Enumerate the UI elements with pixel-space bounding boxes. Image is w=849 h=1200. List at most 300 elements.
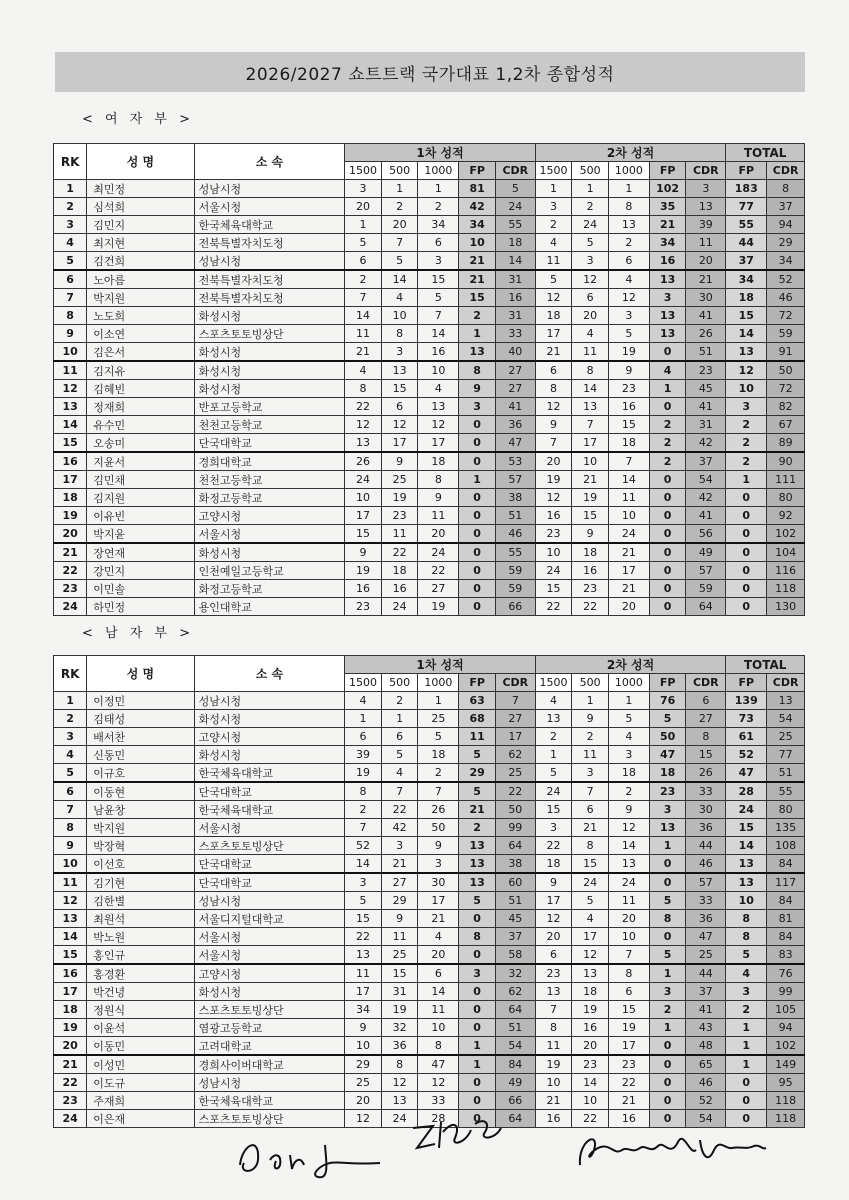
signature-2 [405,1110,515,1155]
name-cell: 정원식 [87,1001,194,1019]
r1-1000-cell: 6 [418,234,459,252]
header-affiliation: 소 속 [194,656,345,692]
affiliation-cell: 화성시청 [194,746,345,764]
r2-cdr-cell: 49 [686,543,726,562]
r1-cdr-cell: 46 [495,525,535,544]
r1-1000-cell: 20 [418,946,459,965]
r1-500-cell: 27 [381,873,418,892]
r1-1000-cell: 47 [418,1055,459,1074]
r1-500-cell: 5 [381,252,418,271]
name-cell: 김지유 [87,361,194,380]
r1-1500-cell: 5 [345,892,382,910]
r1-1500-cell: 10 [345,489,382,507]
r1-fp-cell: 3 [459,398,496,416]
table-row [54,855,805,874]
affiliation-cell: 고양시청 [194,507,345,525]
r2-1500-cell: 20 [535,452,572,471]
name-cell: 이도규 [87,1074,194,1092]
rank-cell: 6 [54,782,87,801]
r1-500-cell: 9 [381,910,418,928]
r1-500-cell: 11 [381,525,418,544]
r2-1000-cell: 7 [608,452,649,471]
r1-fp-cell: 10 [459,234,496,252]
r1-500-cell: 25 [381,471,418,489]
r2-fp-cell: 0 [649,1037,686,1056]
r2-1500-cell: 6 [535,946,572,965]
r1-1000-cell: 18 [418,452,459,471]
r1-1000-cell: 5 [418,728,459,746]
table-row [54,325,805,343]
men-results-table [53,655,805,1128]
r2-1000-cell: 9 [608,361,649,380]
r1-1000-cell: 16 [418,343,459,362]
r2-500-cell: 17 [572,434,609,453]
r2-fp-cell: 0 [649,562,686,580]
rank-cell: 17 [54,983,87,1001]
affiliation-cell: 스포츠토토빙상단 [194,1110,345,1128]
r2-fp-cell: 0 [649,873,686,892]
r1-fp-cell: 13 [459,855,496,874]
r2-1000-cell: 11 [608,489,649,507]
name-cell: 심석희 [87,198,194,216]
total-cdr-cell: 13 [767,692,805,710]
r2-500-cell: 7 [572,416,609,434]
r2-fp-cell: 0 [649,398,686,416]
rank-cell: 10 [54,343,87,362]
r1-fp-cell: 1 [459,471,496,489]
r1-500-cell: 16 [381,580,418,598]
r2-cdr-cell: 31 [686,416,726,434]
name-cell: 이유빈 [87,507,194,525]
r2-500-cell: 21 [572,471,609,489]
r1-1500-cell: 15 [345,525,382,544]
r1-1500-cell: 34 [345,1001,382,1019]
r2-500-cell: 11 [572,343,609,362]
r2-fp-cell: 0 [649,543,686,562]
r2-1000-cell: 21 [608,580,649,598]
r2-1000-cell: 21 [608,1092,649,1110]
r2-1500-cell: 7 [535,434,572,453]
header-name: 성 명 [87,656,194,692]
r1-1500-cell: 14 [345,307,382,325]
r1-cdr-cell: 41 [495,398,535,416]
name-cell: 박지원 [87,289,194,307]
name-cell: 주재희 [87,1092,194,1110]
r2-fp-cell: 1 [649,964,686,983]
table-row [54,216,805,234]
r1-1000-cell: 17 [418,434,459,453]
header-round1-d500: 500 [381,162,418,180]
rank-cell: 11 [54,873,87,892]
r1-1000-cell: 27 [418,580,459,598]
affiliation-cell: 화정고등학교 [194,489,345,507]
r2-cdr-cell: 48 [686,1037,726,1056]
r1-1500-cell: 22 [345,398,382,416]
table-row [54,234,805,252]
r1-1000-cell: 21 [418,910,459,928]
rank-cell: 21 [54,1055,87,1074]
r2-fp-cell: 13 [649,307,686,325]
r1-500-cell: 17 [381,434,418,453]
total-cdr-cell: 84 [767,928,805,946]
r2-fp-cell: 2 [649,452,686,471]
table-row [54,580,805,598]
name-cell: 정재희 [87,398,194,416]
r1-500-cell: 1 [381,180,418,198]
total-cdr-cell: 8 [767,180,805,198]
affiliation-cell: 단국대학교 [194,855,345,874]
r1-1500-cell: 14 [345,855,382,874]
table-row [54,946,805,965]
r2-fp-cell: 34 [649,234,686,252]
r1-1000-cell: 33 [418,1092,459,1110]
affiliation-cell: 서울시청 [194,819,345,837]
header-rk: RK [54,656,87,692]
r2-cdr-cell: 64 [686,598,726,616]
rank-cell: 3 [54,728,87,746]
name-cell: 이성민 [87,1055,194,1074]
r2-fp-cell: 4 [649,361,686,380]
r1-500-cell: 24 [381,1110,418,1128]
r1-1000-cell: 7 [418,307,459,325]
r2-1000-cell: 17 [608,562,649,580]
total-cdr-cell: 118 [767,1092,805,1110]
name-cell: 김혜빈 [87,380,194,398]
r1-500-cell: 23 [381,507,418,525]
r1-500-cell: 18 [381,562,418,580]
r2-1500-cell: 19 [535,471,572,489]
table-row [54,837,805,855]
r2-500-cell: 3 [572,252,609,271]
total-fp-cell: 34 [726,270,767,289]
r2-1000-cell: 11 [608,892,649,910]
r1-fp-cell: 21 [459,801,496,819]
r2-cdr-cell: 45 [686,380,726,398]
name-cell: 이민솔 [87,580,194,598]
r2-1000-cell: 8 [608,964,649,983]
r1-1500-cell: 10 [345,1037,382,1056]
affiliation-cell: 성남시청 [194,180,345,198]
total-fp-cell: 77 [726,198,767,216]
affiliation-cell: 화정고등학교 [194,580,345,598]
r1-1500-cell: 6 [345,728,382,746]
total-fp-cell: 3 [726,983,767,1001]
name-cell: 이선호 [87,855,194,874]
table-row [54,819,805,837]
r2-1500-cell: 24 [535,782,572,801]
total-fp-cell: 13 [726,855,767,874]
r1-500-cell: 1 [381,710,418,728]
total-fp-cell: 2 [726,416,767,434]
r2-1500-cell: 3 [535,819,572,837]
r1-cdr-cell: 47 [495,434,535,453]
r1-1000-cell: 8 [418,471,459,489]
r2-fp-cell: 0 [649,855,686,874]
table-row [54,1055,805,1074]
r2-500-cell: 16 [572,562,609,580]
r1-cdr-cell: 25 [495,764,535,783]
r1-500-cell: 32 [381,1019,418,1037]
r2-1000-cell: 22 [608,1074,649,1092]
r2-500-cell: 9 [572,525,609,544]
r2-cdr-cell: 43 [686,1019,726,1037]
total-cdr-cell: 111 [767,471,805,489]
name-cell: 유수민 [87,416,194,434]
r2-fp-cell: 0 [649,489,686,507]
affiliation-cell: 서울디지털대학교 [194,910,345,928]
r2-1500-cell: 1 [535,746,572,764]
r1-500-cell: 2 [381,198,418,216]
r1-500-cell: 8 [381,1055,418,1074]
affiliation-cell: 반포고등학교 [194,398,345,416]
r1-500-cell: 12 [381,416,418,434]
r1-1000-cell: 26 [418,801,459,819]
r2-cdr-cell: 37 [686,452,726,471]
total-cdr-cell: 80 [767,489,805,507]
r2-1000-cell: 10 [608,928,649,946]
r2-500-cell: 7 [572,782,609,801]
rank-cell: 9 [54,837,87,855]
total-fp-cell: 2 [726,434,767,453]
r2-1500-cell: 11 [535,1037,572,1056]
r1-fp-cell: 8 [459,928,496,946]
table-row [54,801,805,819]
total-fp-cell: 0 [726,562,767,580]
total-cdr-cell: 83 [767,946,805,965]
name-cell: 최민정 [87,180,194,198]
total-fp-cell: 0 [726,580,767,598]
header-total-cdr: CDR [767,162,805,180]
r2-1000-cell: 17 [608,1037,649,1056]
table-row [54,1092,805,1110]
r2-500-cell: 2 [572,198,609,216]
name-cell: 박건녕 [87,983,194,1001]
table-row [54,892,805,910]
total-fp-cell: 55 [726,216,767,234]
r1-1500-cell: 12 [345,1110,382,1128]
r2-cdr-cell: 21 [686,270,726,289]
r2-500-cell: 23 [572,1055,609,1074]
r2-1000-cell: 20 [608,910,649,928]
r1-500-cell: 5 [381,746,418,764]
r1-1000-cell: 8 [418,1037,459,1056]
total-fp-cell: 3 [726,398,767,416]
r1-cdr-cell: 60 [495,873,535,892]
r1-500-cell: 31 [381,983,418,1001]
total-fp-cell: 73 [726,710,767,728]
total-fp-cell: 0 [726,525,767,544]
header-round2-cdr: CDR [686,162,726,180]
header-round2: 2차 성적 [535,144,726,162]
r2-1500-cell: 17 [535,892,572,910]
table-row [54,507,805,525]
total-cdr-cell: 51 [767,764,805,783]
r1-500-cell: 14 [381,270,418,289]
r1-fp-cell: 0 [459,983,496,1001]
r1-cdr-cell: 50 [495,801,535,819]
r1-cdr-cell: 54 [495,1037,535,1056]
r1-500-cell: 13 [381,1092,418,1110]
r1-cdr-cell: 62 [495,983,535,1001]
r2-1000-cell: 13 [608,855,649,874]
total-fp-cell: 47 [726,764,767,783]
r2-500-cell: 12 [572,270,609,289]
r1-fp-cell: 0 [459,543,496,562]
name-cell: 강민지 [87,562,194,580]
r1-1000-cell: 20 [418,525,459,544]
affiliation-cell: 화성시청 [194,343,345,362]
r1-cdr-cell: 51 [495,1019,535,1037]
r1-1000-cell: 6 [418,964,459,983]
r1-fp-cell: 2 [459,307,496,325]
r2-500-cell: 20 [572,1037,609,1056]
table-row [54,910,805,928]
r1-500-cell: 19 [381,489,418,507]
r1-cdr-cell: 57 [495,471,535,489]
r2-1500-cell: 7 [535,1001,572,1019]
r1-fp-cell: 63 [459,692,496,710]
r2-fp-cell: 21 [649,216,686,234]
rank-cell: 19 [54,1019,87,1037]
table-row [54,873,805,892]
r1-500-cell: 7 [381,782,418,801]
r2-500-cell: 10 [572,452,609,471]
r2-fp-cell: 1 [649,1019,686,1037]
r1-fp-cell: 21 [459,252,496,271]
affiliation-cell: 스포츠토토빙상단 [194,325,345,343]
r1-1000-cell: 1 [418,692,459,710]
r2-500-cell: 15 [572,855,609,874]
r1-1500-cell: 16 [345,580,382,598]
r2-cdr-cell: 13 [686,198,726,216]
total-cdr-cell: 46 [767,289,805,307]
r2-500-cell: 6 [572,801,609,819]
r2-1000-cell: 7 [608,946,649,965]
total-cdr-cell: 95 [767,1074,805,1092]
table-row [54,198,805,216]
r1-cdr-cell: 32 [495,964,535,983]
r1-1000-cell: 11 [418,1001,459,1019]
r1-cdr-cell: 14 [495,252,535,271]
r2-1000-cell: 15 [608,416,649,434]
rank-cell: 23 [54,1092,87,1110]
r1-cdr-cell: 51 [495,507,535,525]
r1-1500-cell: 8 [345,380,382,398]
r2-1000-cell: 4 [608,728,649,746]
header-round2-cdr: CDR [686,674,726,692]
name-cell: 이규호 [87,764,194,783]
document-title: 2026/2027 쇼트트랙 국가대표 1,2차 종합성적 [245,64,615,85]
header-round1-d1000: 1000 [418,162,459,180]
r2-cdr-cell: 8 [686,728,726,746]
total-fp-cell: 15 [726,819,767,837]
total-cdr-cell: 118 [767,1110,805,1128]
header-round1-d1500: 1500 [345,162,382,180]
rank-cell: 13 [54,910,87,928]
name-cell: 노도희 [87,307,194,325]
r1-1000-cell: 5 [418,289,459,307]
total-cdr-cell: 102 [767,525,805,544]
affiliation-cell: 용인대학교 [194,598,345,616]
table-row [54,289,805,307]
r2-1500-cell: 19 [535,1055,572,1074]
table-row [54,964,805,983]
total-fp-cell: 13 [726,873,767,892]
r1-1000-cell: 10 [418,361,459,380]
r1-500-cell: 8 [381,325,418,343]
r1-1500-cell: 7 [345,819,382,837]
r2-fp-cell: 0 [649,580,686,598]
r2-1500-cell: 12 [535,910,572,928]
r2-1000-cell: 16 [608,1110,649,1128]
r1-fp-cell: 0 [459,1019,496,1037]
document-title-bar [55,52,805,92]
name-cell: 홍경환 [87,964,194,983]
total-cdr-cell: 94 [767,1019,805,1037]
r2-1000-cell: 19 [608,1019,649,1037]
r1-cdr-cell: 31 [495,270,535,289]
rank-cell: 15 [54,946,87,965]
r1-1000-cell: 19 [418,598,459,616]
r1-1500-cell: 19 [345,764,382,783]
r1-1000-cell: 30 [418,873,459,892]
r2-1000-cell: 12 [608,289,649,307]
total-cdr-cell: 37 [767,198,805,216]
total-cdr-cell: 52 [767,270,805,289]
r2-500-cell: 3 [572,764,609,783]
name-cell: 장연재 [87,543,194,562]
r2-1500-cell: 3 [535,198,572,216]
r1-1500-cell: 29 [345,1055,382,1074]
r1-1500-cell: 11 [345,964,382,983]
r2-cdr-cell: 33 [686,892,726,910]
r1-1500-cell: 7 [345,289,382,307]
total-fp-cell: 61 [726,728,767,746]
table-row [54,562,805,580]
header-round1-cdr: CDR [495,162,535,180]
r2-cdr-cell: 57 [686,873,726,892]
r1-cdr-cell: 27 [495,361,535,380]
header-round1-d500: 500 [381,674,418,692]
r2-1500-cell: 1 [535,180,572,198]
name-cell: 홍인규 [87,946,194,965]
r2-cdr-cell: 33 [686,782,726,801]
r2-cdr-cell: 41 [686,307,726,325]
r1-1500-cell: 23 [345,598,382,616]
r1-1500-cell: 24 [345,471,382,489]
r1-1500-cell: 1 [345,710,382,728]
r2-1000-cell: 1 [608,180,649,198]
r1-fp-cell: 34 [459,216,496,234]
r1-500-cell: 25 [381,946,418,965]
r1-cdr-cell: 53 [495,452,535,471]
rank-cell: 22 [54,562,87,580]
total-fp-cell: 12 [726,361,767,380]
r2-fp-cell: 1 [649,837,686,855]
rank-cell: 22 [54,1074,87,1092]
r2-cdr-cell: 26 [686,764,726,783]
affiliation-cell: 화성시청 [194,543,345,562]
name-cell: 이동현 [87,782,194,801]
r2-cdr-cell: 39 [686,216,726,234]
r2-500-cell: 8 [572,361,609,380]
r1-1500-cell: 17 [345,507,382,525]
rank-cell: 23 [54,580,87,598]
r1-1500-cell: 21 [345,343,382,362]
r2-cdr-cell: 59 [686,580,726,598]
total-fp-cell: 139 [726,692,767,710]
affiliation-cell: 서울시청 [194,198,345,216]
